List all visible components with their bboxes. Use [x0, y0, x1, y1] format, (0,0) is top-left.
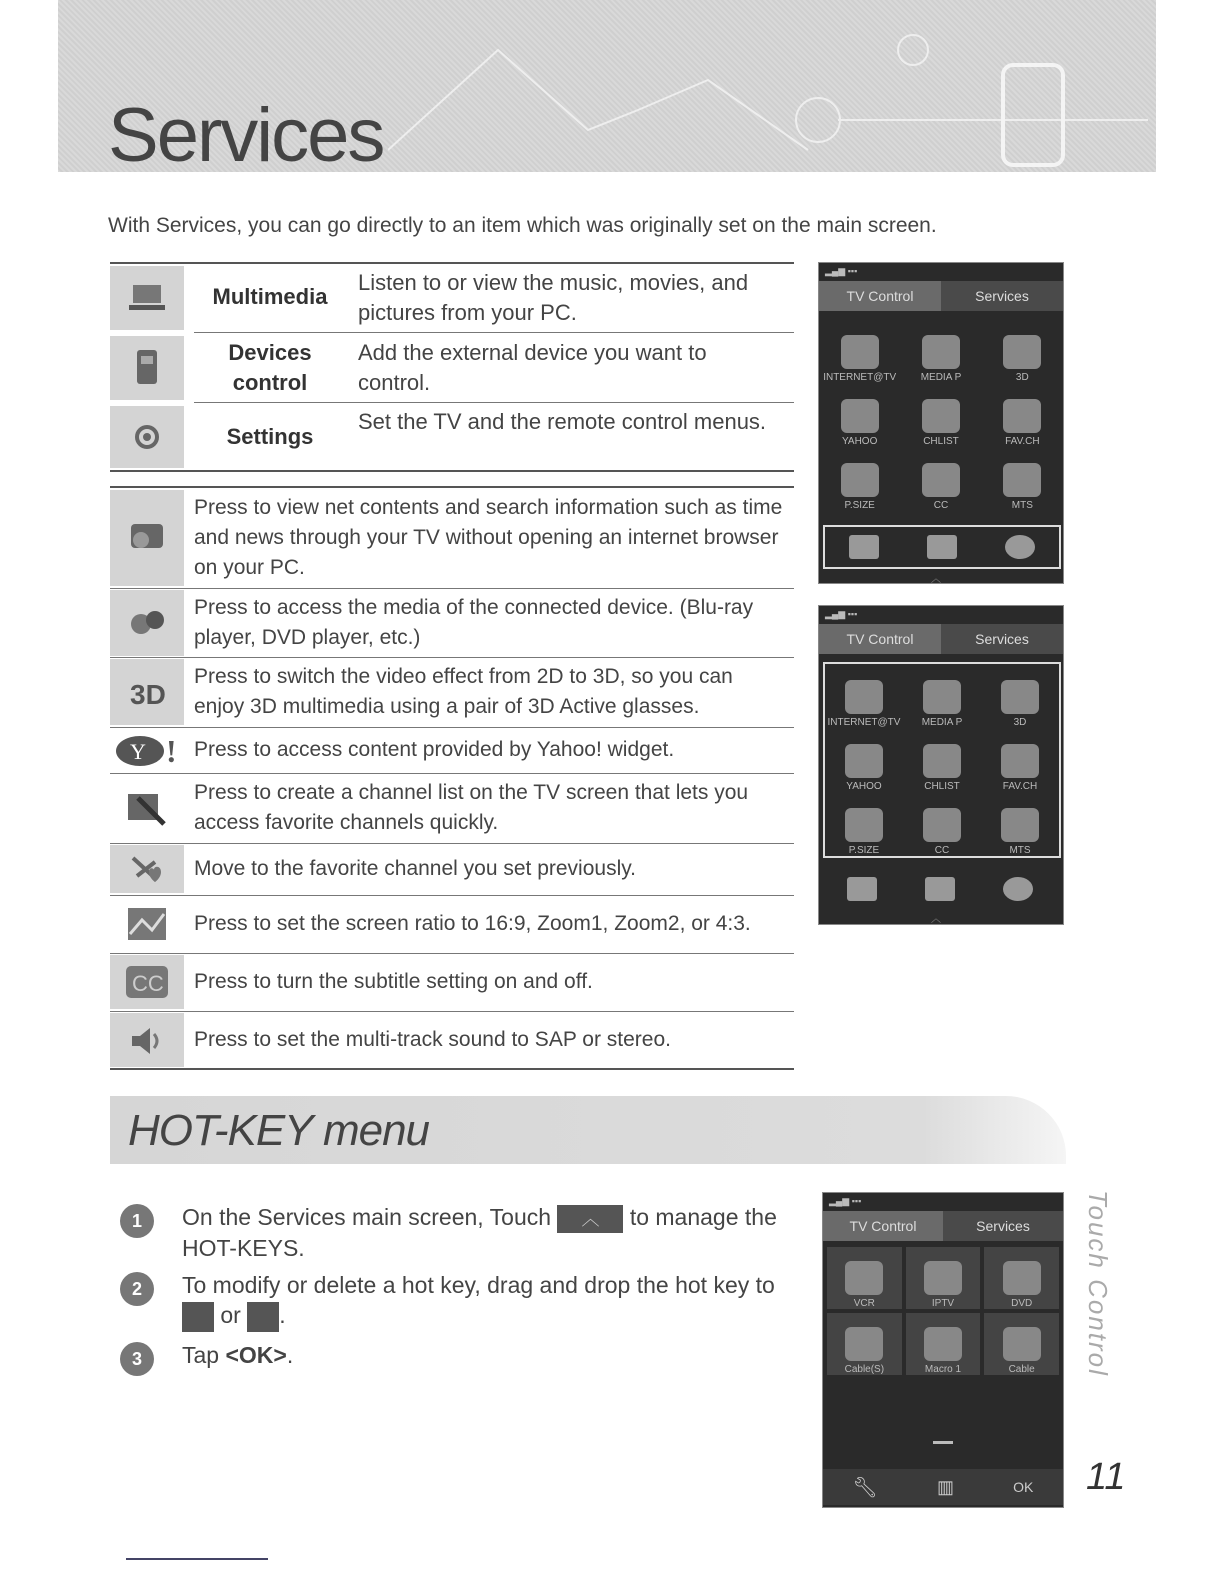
service-name: Multimedia	[212, 284, 328, 309]
phone-screen-functions	[818, 605, 1064, 925]
function-desc: Press to switch the video effect from 2D to 3D, so you can enjoy 3D multimedia using a pair of 3D Active glasses.	[194, 665, 733, 718]
hotkey-vcr[interactable]: VCR	[827, 1247, 902, 1309]
channel-list-button[interactable]: CHLIST	[900, 383, 981, 447]
phone-screen-hotkeys	[822, 1192, 1064, 1508]
favorite-channel-icon	[1001, 744, 1039, 778]
yahoo-icon	[841, 399, 879, 433]
status-bar: ▂▄▆ ▪▪▪	[825, 609, 858, 619]
services-bar-highlighted	[823, 525, 1061, 569]
devices-control-icon[interactable]	[927, 535, 957, 559]
row-divider	[110, 588, 794, 589]
banner-decoration-icon	[388, 20, 1148, 170]
mts-icon	[1001, 808, 1039, 842]
ok-button[interactable]: OK	[1013, 1479, 1034, 1495]
phone-screen-services	[818, 262, 1064, 584]
channel-list-icon	[923, 744, 961, 778]
function-desc: Press to create a channel list on the TV screen that lets you access favorite channels quickly.	[194, 781, 749, 834]
media-play-button[interactable]: MEDIA P	[900, 319, 981, 383]
cc-button[interactable]: CC	[903, 792, 981, 856]
yahoo-button[interactable]: YAHOO	[825, 728, 903, 792]
svg-text:Y: Y	[130, 739, 146, 764]
tab-services[interactable]: Services	[941, 624, 1063, 654]
picture-size-button[interactable]: P.SIZE	[819, 447, 900, 511]
cc-icon	[110, 955, 184, 1009]
row-divider	[110, 843, 794, 844]
multimedia-pc-icon	[110, 266, 184, 330]
media-play-icon	[922, 335, 960, 369]
mts-icon	[110, 1013, 184, 1067]
yahoo-button[interactable]: YAHOO	[819, 383, 900, 447]
row-divider	[110, 953, 794, 954]
picture-size-icon	[845, 808, 883, 842]
service-desc: Add the external device you want to control.	[358, 340, 707, 395]
yahoo-icon	[110, 729, 184, 771]
tab-tv-control[interactable]: TV Control	[819, 624, 941, 654]
table-rule	[110, 1068, 794, 1070]
tab-services[interactable]: Services	[943, 1211, 1063, 1241]
functions-grid-highlighted	[823, 662, 1061, 858]
settings-gear-icon[interactable]	[1003, 877, 1033, 901]
phone-tabs	[819, 281, 1063, 311]
multimedia-pc-icon[interactable]	[849, 535, 879, 559]
3d-icon	[1001, 680, 1039, 714]
svg-text:3D: 3D	[130, 679, 166, 710]
channel-list-button[interactable]: CHLIST	[903, 728, 981, 792]
multimedia-pc-icon[interactable]	[847, 877, 877, 901]
function-desc: Press to access content provided by Yahoo! widget.	[194, 738, 675, 761]
internet-tv-icon	[845, 680, 883, 714]
chevron-up-button-icon: ︿	[557, 1205, 623, 1233]
page-number: 11	[1086, 1456, 1126, 1498]
internet-tv-icon	[110, 490, 184, 586]
mts-icon	[1003, 463, 1041, 497]
dvd-icon	[1003, 1261, 1041, 1295]
svg-text:!: !	[166, 733, 177, 768]
side-section-label: Touch Control	[1083, 1190, 1113, 1377]
yahoo-icon	[845, 744, 883, 778]
footer-rule	[126, 1558, 268, 1560]
3d-icon	[1003, 335, 1041, 369]
media-play-icon	[923, 680, 961, 714]
services-bar	[823, 870, 1057, 908]
iptv-icon	[924, 1261, 962, 1295]
hotkey-cable-s[interactable]: Cable(S)	[827, 1313, 902, 1375]
cable-box-icon	[845, 1327, 883, 1361]
macro-icon	[924, 1327, 962, 1361]
chevron-up-icon[interactable]: ︿	[931, 914, 941, 925]
trash-icon[interactable]: ▥	[937, 1476, 955, 1497]
cc-button[interactable]: CC	[900, 447, 981, 511]
favorite-channel-button[interactable]: FAV.CH	[981, 728, 1059, 792]
page-title: Services	[108, 93, 384, 178]
function-desc: Press to turn the subtitle setting on and off.	[194, 970, 593, 993]
cc-icon	[923, 808, 961, 842]
table-rule	[110, 470, 794, 472]
hotkey-cable[interactable]: Cable	[984, 1313, 1059, 1375]
picture-size-icon	[841, 463, 879, 497]
step-2-text: To modify or delete a hot key, drag and drop the hot key to or .	[182, 1270, 802, 1332]
channel-list-icon	[110, 775, 184, 841]
tab-tv-control[interactable]: TV Control	[823, 1211, 943, 1241]
function-desc: Move to the favorite channel you set previously.	[194, 857, 637, 880]
trash-icon	[247, 1302, 279, 1332]
3d-button[interactable]: 3D	[982, 319, 1063, 383]
phone-tabs	[823, 1211, 1063, 1241]
intro-text: With Services, you can go directly to an item which was originally set on the main screen.	[108, 214, 937, 237]
hotkey-macro[interactable]: Macro 1	[906, 1313, 981, 1375]
function-desc: Press to view net contents and search information such as time and news through your TV without opening an internet browser on your PC.	[194, 496, 783, 579]
function-desc: Press to set the screen ratio to 16:9, Zoom1, Zoom2, or 4:3.	[194, 912, 751, 935]
service-desc: Set the TV and the remote control menus.	[358, 409, 767, 434]
picture-size-button[interactable]: P.SIZE	[825, 792, 903, 856]
row-divider	[110, 1011, 794, 1012]
step-number: 3	[120, 1342, 154, 1376]
media-play-button[interactable]: MEDIA P	[903, 664, 981, 728]
phone-tabs	[819, 624, 1063, 654]
function-desc: Press to set the multi-track sound to SAP or stereo.	[194, 1028, 671, 1051]
favorite-channel-icon	[1003, 399, 1041, 433]
service-name: Settings	[226, 424, 314, 449]
3d-button[interactable]: 3D	[981, 664, 1059, 728]
row-divider	[110, 773, 794, 774]
cable-icon	[1003, 1327, 1041, 1361]
settings-gear-icon	[110, 406, 184, 468]
internet-tv-icon	[841, 335, 879, 369]
table-rule	[110, 262, 794, 264]
step-number: 1	[120, 1204, 154, 1238]
function-desc: Press to access the media of the connected device. (Blu-ray player, DVD player, etc.)	[194, 596, 754, 649]
section-title: HOT-KEY menu	[128, 1106, 430, 1155]
row-divider	[110, 657, 794, 658]
wrench-icon[interactable]: 🔧︎	[852, 1476, 878, 1499]
cc-icon	[922, 463, 960, 497]
table-rule	[110, 486, 794, 488]
devices-control-icon	[110, 336, 184, 400]
step-1-text: On the Services main screen, Touch ︿ to manage the HOT-KEYS.	[182, 1204, 777, 1261]
favorite-channel-button[interactable]: FAV.CH	[982, 383, 1063, 447]
devices-control-icon[interactable]	[925, 877, 955, 901]
internet-tv-button[interactable]: INTERNET@TV	[825, 664, 903, 728]
service-desc: Listen to or view the music, movies, and pictures from your PC.	[358, 270, 749, 325]
step-number: 2	[120, 1272, 154, 1306]
step-3-text: Tap <OK>.	[182, 1342, 294, 1368]
tab-tv-control[interactable]: TV Control	[819, 281, 941, 311]
status-bar: ▂▄▆ ▪▪▪	[825, 266, 858, 276]
service-name: Devices control	[228, 340, 312, 395]
tab-services[interactable]: Services	[941, 281, 1063, 311]
hotkey-iptv[interactable]: IPTV	[906, 1247, 981, 1309]
svg-text:CC: CC	[132, 971, 164, 996]
picture-size-icon	[110, 897, 184, 951]
channel-list-icon	[922, 399, 960, 433]
row-divider	[194, 332, 794, 333]
row-divider	[194, 402, 794, 403]
3d-icon	[110, 659, 184, 725]
status-bar: ▂▄▆ ▪▪▪	[829, 1196, 862, 1206]
settings-gear-icon[interactable]	[1005, 535, 1035, 559]
mts-button[interactable]: MTS	[982, 447, 1063, 511]
row-divider	[110, 727, 794, 728]
page-indicator	[933, 1441, 953, 1444]
row-divider	[110, 895, 794, 896]
favorite-channel-icon	[110, 845, 184, 893]
chevron-up-icon[interactable]: ︿	[931, 574, 941, 585]
hotkey-dvd[interactable]: DVD	[984, 1247, 1059, 1309]
internet-tv-button[interactable]: INTERNET@TV	[819, 319, 900, 383]
vcr-icon	[845, 1261, 883, 1295]
media-play-icon	[110, 590, 184, 656]
wrench-icon	[182, 1302, 214, 1332]
hotkey-bottom-bar	[823, 1469, 1063, 1505]
mts-button[interactable]: MTS	[981, 792, 1059, 856]
